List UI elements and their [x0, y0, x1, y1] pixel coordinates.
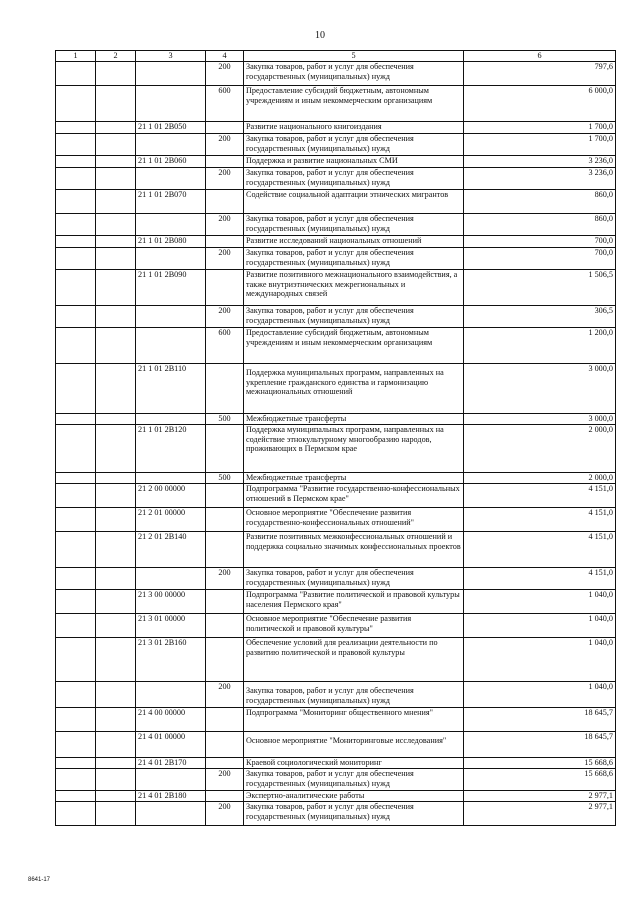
amount: 1 200,0 [464, 328, 616, 364]
expense-type-code: 200 [206, 769, 244, 791]
expense-type-code: 200 [206, 62, 244, 86]
classification-code: 21 1 01 2В090 [136, 270, 206, 306]
table-row [56, 614, 616, 638]
amount: 3 000,0 [464, 364, 616, 414]
classification-code: 21 3 01 00000 [136, 614, 206, 638]
col2-cell [96, 732, 136, 758]
col1-cell [56, 122, 96, 134]
col2-cell [96, 425, 136, 473]
amount: 6 000,0 [464, 86, 616, 122]
table-row [56, 532, 616, 568]
classification-code [136, 769, 206, 791]
item-description: Развитие позитивного межнационального взаимодействия, а также внутриэтнических межрегиональных и международных связей [244, 270, 464, 306]
classification-code: 21 1 01 2В080 [136, 236, 206, 248]
amount: 2 977,1 [464, 791, 616, 802]
classification-code: 21 4 00 00000 [136, 708, 206, 732]
item-description: Межбюджетные трансферты [244, 414, 464, 425]
table-row [56, 682, 616, 708]
amount: 860,0 [464, 214, 616, 236]
table-row [56, 214, 616, 236]
table-row [56, 236, 616, 248]
expense-type-code [206, 708, 244, 732]
col2-cell [96, 168, 136, 190]
col2-cell [96, 134, 136, 156]
col1-cell [56, 802, 96, 826]
item-description: Закупка товаров, работ и услуг для обеспечения государственных (муниципальных) нужд [244, 134, 464, 156]
item-description: Закупка товаров, работ и услуг для обеспечения государственных (муниципальных) нужд [244, 306, 464, 328]
item-description: Закупка товаров, работ и услуг для обеспечения государственных (муниципальных) нужд [244, 568, 464, 590]
expense-type-code [206, 732, 244, 758]
classification-code: 21 1 01 2В110 [136, 364, 206, 414]
col2-cell [96, 532, 136, 568]
col2-cell [96, 270, 136, 306]
table-row [56, 568, 616, 590]
col2-cell [96, 708, 136, 732]
table-row [56, 248, 616, 270]
col2-cell [96, 590, 136, 614]
expense-type-code [206, 614, 244, 638]
col2-cell [96, 802, 136, 826]
table-row [56, 168, 616, 190]
table-row [56, 425, 616, 473]
item-description: Межбюджетные трансферты [244, 473, 464, 484]
expense-type-code [206, 122, 244, 134]
table-row [56, 62, 616, 86]
column-header: 2 [96, 51, 136, 62]
table-row [56, 156, 616, 168]
table-row [56, 758, 616, 769]
item-description: Поддержка муниципальных программ, направленных на укрепление гражданского единства и гармонизацию межнациональных отношений [244, 364, 464, 414]
table-row [56, 473, 616, 484]
col1-cell [56, 328, 96, 364]
col2-cell [96, 791, 136, 802]
amount: 15 668,6 [464, 769, 616, 791]
table-row [56, 134, 616, 156]
col1-cell [56, 758, 96, 769]
col2-cell [96, 638, 136, 682]
col1-cell [56, 62, 96, 86]
table-row [56, 769, 616, 791]
col2-cell [96, 758, 136, 769]
col1-cell [56, 508, 96, 532]
item-description: Закупка товаров, работ и услуг для обеспечения государственных (муниципальных) нужд [244, 168, 464, 190]
col2-cell [96, 508, 136, 532]
amount: 4 151,0 [464, 484, 616, 508]
classification-code: 21 3 01 2В160 [136, 638, 206, 682]
amount: 1 040,0 [464, 682, 616, 708]
col2-cell [96, 236, 136, 248]
table-row [56, 791, 616, 802]
expense-type-code [206, 364, 244, 414]
amount: 1 040,0 [464, 638, 616, 682]
item-description: Поддержка и развитие национальных СМИ [244, 156, 464, 168]
classification-code [136, 328, 206, 364]
expense-type-code [206, 156, 244, 168]
col1-cell [56, 568, 96, 590]
expense-type-code: 200 [206, 802, 244, 826]
col2-cell [96, 62, 136, 86]
expense-type-code [206, 590, 244, 614]
expense-type-code: 200 [206, 168, 244, 190]
item-description: Поддержка муниципальных программ, направленных на содействие этнокультурному многообразию народов, проживающих в Пермском крае [244, 425, 464, 473]
classification-code [136, 134, 206, 156]
table-row [56, 364, 616, 414]
item-description: Развитие исследований национальных отношений [244, 236, 464, 248]
col1-cell [56, 732, 96, 758]
item-description: Закупка товаров, работ и услуг для обеспечения государственных (муниципальных) нужд [244, 682, 464, 708]
amount: 4 151,0 [464, 568, 616, 590]
amount: 4 151,0 [464, 508, 616, 532]
expense-type-code: 500 [206, 414, 244, 425]
amount: 4 151,0 [464, 532, 616, 568]
col1-cell [56, 414, 96, 425]
col1-cell [56, 532, 96, 568]
col2-cell [96, 328, 136, 364]
item-description: Закупка товаров, работ и услуг для обеспечения государственных (муниципальных) нужд [244, 62, 464, 86]
col1-cell [56, 236, 96, 248]
item-description: Основное мероприятие "Обеспечение развития политической и правовой культуры" [244, 614, 464, 638]
expense-type-code: 200 [206, 568, 244, 590]
table-row [56, 328, 616, 364]
amount: 700,0 [464, 248, 616, 270]
amount: 18 645,7 [464, 732, 616, 758]
col1-cell [56, 168, 96, 190]
expense-type-code [206, 484, 244, 508]
item-description: Закупка товаров, работ и услуг для обеспечения государственных (муниципальных) нужд [244, 248, 464, 270]
classification-code [136, 62, 206, 86]
col1-cell [56, 156, 96, 168]
expense-type-code: 200 [206, 134, 244, 156]
item-description: Предоставление субсидий бюджетным, автономным учреждениям и иным некоммерческим организациям [244, 328, 464, 364]
amount: 3 236,0 [464, 168, 616, 190]
table-row [56, 638, 616, 682]
expense-type-code [206, 270, 244, 306]
col2-cell [96, 306, 136, 328]
col1-cell [56, 682, 96, 708]
col1-cell [56, 473, 96, 484]
col2-cell [96, 682, 136, 708]
col1-cell [56, 791, 96, 802]
amount: 2 977,1 [464, 802, 616, 826]
col2-cell [96, 769, 136, 791]
amount: 700,0 [464, 236, 616, 248]
expense-type-code: 600 [206, 86, 244, 122]
classification-code [136, 682, 206, 708]
expense-type-code: 200 [206, 682, 244, 708]
amount: 306,5 [464, 306, 616, 328]
column-header: 5 [244, 51, 464, 62]
col2-cell [96, 248, 136, 270]
classification-code: 21 2 01 2В140 [136, 532, 206, 568]
table-row [56, 732, 616, 758]
item-description: Закупка товаров, работ и услуг для обеспечения государственных (муниципальных) нужд [244, 802, 464, 826]
item-description: Закупка товаров, работ и услуг для обеспечения государственных (муниципальных) нужд [244, 214, 464, 236]
expense-type-code [206, 508, 244, 532]
col1-cell [56, 190, 96, 214]
col1-cell [56, 86, 96, 122]
classification-code [136, 568, 206, 590]
table-header-row [56, 51, 616, 62]
table-row [56, 508, 616, 532]
item-description: Обеспечение условий для реализации деятельности по развитию политической и правовой культуры [244, 638, 464, 682]
expense-type-code [206, 758, 244, 769]
expense-type-code [206, 190, 244, 214]
item-description: Подпрограмма "Развитие политической и правовой культуры населения Пермского края" [244, 590, 464, 614]
expense-type-code: 200 [206, 248, 244, 270]
classification-code: 21 1 01 2В070 [136, 190, 206, 214]
item-description: Основное мероприятие "Обеспечение развития государственно-конфессиональных отношений" [244, 508, 464, 532]
item-description: Краевой социологический мониторинг [244, 758, 464, 769]
classification-code: 21 2 00 00000 [136, 484, 206, 508]
col1-cell [56, 638, 96, 682]
col1-cell [56, 248, 96, 270]
item-description: Предоставление субсидий бюджетным, автономным учреждениям и иным некоммерческим организациям [244, 86, 464, 122]
table-row [56, 86, 616, 122]
classification-code: 21 3 00 00000 [136, 590, 206, 614]
classification-code: 21 2 01 00000 [136, 508, 206, 532]
col2-cell [96, 364, 136, 414]
table-row [56, 306, 616, 328]
classification-code: 21 4 01 00000 [136, 732, 206, 758]
amount: 18 645,7 [464, 708, 616, 732]
col2-cell [96, 614, 136, 638]
col1-cell [56, 134, 96, 156]
table-row [56, 708, 616, 732]
item-description: Подпрограмма "Мониторинг общественного мнения" [244, 708, 464, 732]
table-row [56, 122, 616, 134]
item-description: Развитие позитивных межконфессиональных отношений и поддержка социально значимых конфессиональных проектов [244, 532, 464, 568]
table-row [56, 802, 616, 826]
col2-cell [96, 568, 136, 590]
item-description: Закупка товаров, работ и услуг для обеспечения государственных (муниципальных) нужд [244, 769, 464, 791]
amount: 1 700,0 [464, 122, 616, 134]
table-row [56, 414, 616, 425]
item-description: Экспертно-аналитические работы [244, 791, 464, 802]
table-row [56, 270, 616, 306]
col1-cell [56, 364, 96, 414]
classification-code: 21 1 01 2В060 [136, 156, 206, 168]
classification-code [136, 306, 206, 328]
column-header: 3 [136, 51, 206, 62]
col1-cell [56, 590, 96, 614]
col2-cell [96, 214, 136, 236]
amount: 3 000,0 [464, 414, 616, 425]
classification-code: 21 1 01 2В120 [136, 425, 206, 473]
column-header: 4 [206, 51, 244, 62]
table-body [56, 62, 616, 826]
classification-code [136, 248, 206, 270]
amount: 1 700,0 [464, 134, 616, 156]
expense-type-code: 600 [206, 328, 244, 364]
item-description: Развитие национального книгоиздания [244, 122, 464, 134]
col2-cell [96, 190, 136, 214]
amount: 2 000,0 [464, 473, 616, 484]
amount: 1 040,0 [464, 590, 616, 614]
expense-type-code [206, 791, 244, 802]
col2-cell [96, 86, 136, 122]
col1-cell [56, 484, 96, 508]
expense-type-code: 200 [206, 214, 244, 236]
amount: 2 000,0 [464, 425, 616, 473]
classification-code [136, 414, 206, 425]
classification-code [136, 168, 206, 190]
col1-cell [56, 614, 96, 638]
classification-code: 21 4 01 2В170 [136, 758, 206, 769]
expense-type-code: 200 [206, 306, 244, 328]
classification-code [136, 802, 206, 826]
item-description: Подпрограмма "Развитие государственно-конфессиональных отношений в Пермском крае" [244, 484, 464, 508]
column-header: 6 [464, 51, 616, 62]
column-header: 1 [56, 51, 96, 62]
item-description: Содействие социальной адаптации этнических мигрантов [244, 190, 464, 214]
classification-code: 21 1 01 2В050 [136, 122, 206, 134]
amount: 1 040,0 [464, 614, 616, 638]
footer-code: 8641-17 [28, 877, 51, 883]
amount: 3 236,0 [464, 156, 616, 168]
expense-type-code: 500 [206, 473, 244, 484]
classification-code [136, 214, 206, 236]
expense-type-code [206, 236, 244, 248]
col2-cell [96, 484, 136, 508]
col2-cell [96, 122, 136, 134]
table-row [56, 484, 616, 508]
item-description: Основное мероприятие "Мониторинговые исследования" [244, 732, 464, 758]
amount: 860,0 [464, 190, 616, 214]
col1-cell [56, 270, 96, 306]
amount: 1 506,5 [464, 270, 616, 306]
col1-cell [56, 425, 96, 473]
classification-code [136, 473, 206, 484]
expense-type-code [206, 425, 244, 473]
amount: 797,6 [464, 62, 616, 86]
amount: 15 668,6 [464, 758, 616, 769]
col2-cell [96, 473, 136, 484]
page-number: 10 [315, 30, 325, 41]
col2-cell [96, 414, 136, 425]
col2-cell [96, 156, 136, 168]
expense-type-code [206, 638, 244, 682]
classification-code: 21 4 01 2В180 [136, 791, 206, 802]
col1-cell [56, 306, 96, 328]
budget-table [55, 50, 616, 826]
col1-cell [56, 769, 96, 791]
expense-type-code [206, 532, 244, 568]
table-row [56, 590, 616, 614]
col1-cell [56, 708, 96, 732]
col1-cell [56, 214, 96, 236]
classification-code [136, 86, 206, 122]
table-row [56, 190, 616, 214]
